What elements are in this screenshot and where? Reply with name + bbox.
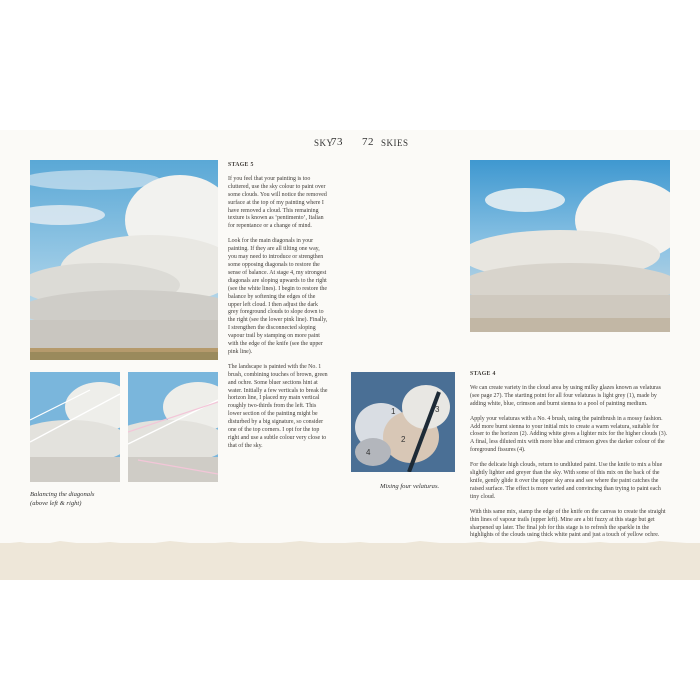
torn-paper-band <box>0 543 700 580</box>
mix-label-1: 1 <box>391 407 396 416</box>
stage5-paragraph: Look for the main diagonals in your painting. If they are all tilting one way, you may need to introduce or strengthen some opposing diagonals to restore the sense of balance. At stage 4, my strongest diagonals are sloping upwards to the right (see the white lines). I begin to restore the balance by softening the edges of the upper left cloud. I then adjust the dark grey foreground clouds to slope down to the right (see the lower pink line). Finally, I strengthen the disconnected sloping vapour trail by stamping on more paint with the edge of the knife (see the upper pink line). <box>228 238 328 355</box>
stage5-painting <box>30 160 218 360</box>
stage4-paragraph: With this same mix, stamp the edge of the knife on the canvas to create the straight thin lines of vapour trails (upper left). Mine are a bit fuzzy at this stage but get sharpened up later. The final job for this stage is to refresh the sparkle in the highlights of the clouds using thick white paint and just a touch of yellow ochre. <box>470 508 666 539</box>
stage5-text <box>228 162 328 458</box>
folio-right-label: SKIES <box>381 138 409 148</box>
palette-photo <box>351 372 455 472</box>
diagonals-caption: Balancing the diagonals (above left & right) <box>30 491 95 507</box>
velaturas-caption: Mixing four velaturas. <box>380 483 440 490</box>
stage4-heading: STAGE 4 <box>470 371 496 377</box>
stage4-paragraph: For the delicate high clouds, return to undiluted paint. Use the knife to mix a blue slightly lighter and greyer than the sky. With some of this mix on the back of the knife, gently glide it over the upper sky area and see where the paint catches the raised surface. The effect is more varied and convincing than trying to paint each tiny cloud. <box>470 462 663 500</box>
mix-label-4: 4 <box>366 448 371 457</box>
mix-label-2: 2 <box>401 435 406 444</box>
balancing-diagonals-right <box>128 372 218 482</box>
stage4-paragraph: Apply your velaturas with a No. 4 brush, using the paintbrush in a mossy fashion. Add more burnt sienna to your initial mix to create a warm velatura, suitable for closer to the horizon (2). Adding white gives a lighter mix for the higher clouds (3). A final, less diluted mix with more blue and crimson gives the darker colour of the foreground fissures (4). <box>470 415 668 454</box>
balancing-diagonals-left <box>30 372 120 482</box>
page-number-left: 73 <box>331 136 343 148</box>
stage4-paragraph: We can create variety in the cloud area by using milky glazes known as velaturas (see page 27). The starting point for all four velaturas is light grey (1), made by adding white, blue, crimson and burnt sienna to a pool of painting medium. <box>470 384 661 407</box>
stage4-painting <box>470 160 670 332</box>
page-number-right: 72 <box>362 136 374 148</box>
stage5-heading: STAGE 5 <box>228 162 254 168</box>
mix-label-3: 3 <box>435 405 440 414</box>
stage4-text <box>470 371 670 547</box>
stage5-paragraph: If you feel that your painting is too cluttered, use the sky colour to paint over some clouds. You will notice the removed surface at the top of my painting where I have removed a cloud. This remaining texture is known as ‘pentimento’, Italian for repentance or a change of mind. <box>228 175 327 230</box>
stage5-paragraph: The landscape is painted with the No. 1 brush, combining touches of brown, green and ochre. Some bluer sections hint at water. Initially a few verticals to break the horizon line, I placed my main vertical roughly two-thirds from the left. This lower section of the painting might be disturbed by a big signature, so consider one of the top corners. I opt for the top right and use a subtle colour very close to that of the sky. <box>228 363 328 449</box>
folio-left-label: SKY <box>314 138 334 148</box>
